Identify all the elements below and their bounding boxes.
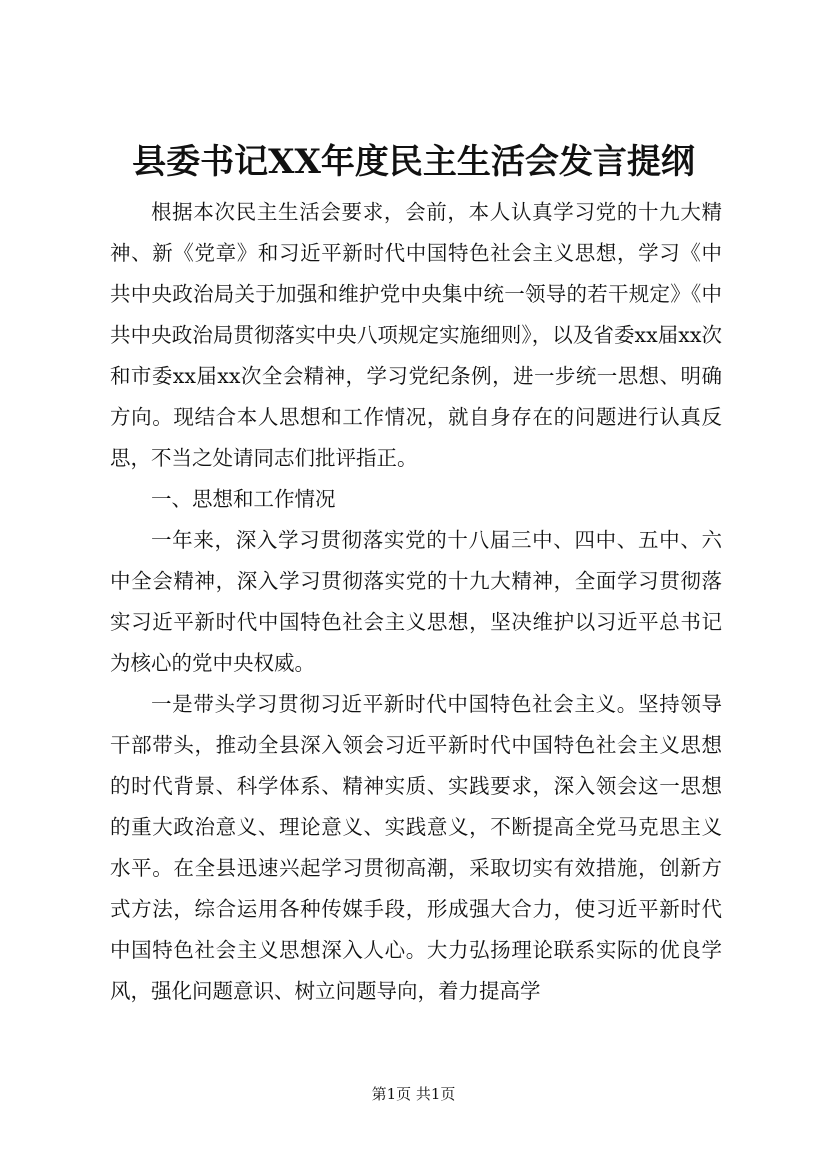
paragraph-point-one: 一是带头学习贯彻习近平新时代中国特色社会主义。坚持领导干部带头，推动全县深入领会习近平新时代中国特色社会主义思想的时代背景、科学体系、精神实质、实践要求，深入领会这一思想的重大政治意义、理论意义、实践意义，不断提高全党马克思主义水平。在全县迅速兴起学习贯彻高潮，采取切实有效措施，创新方式方法，综合运用各种传媒手段，形成强大合力，使习近平新时代中国特色社会主义思想深入人心。大力弘扬理论联系实际的优良学风，强化问题意识、树立问题导向，着力提高学 (110, 692, 722, 1003)
paragraph-intro: 根据本次民主生活会要求，会前，本人认真学习党的十九大精神、新《党章》和习近平新时代中国特色社会主义思想，学习《中共中央政治局关于加强和维护党中央集中统一领导的若干规定》《中共中央政治局贯彻落实中央八项规定实施细则》，以及省委xx届xx次和市委xx届xx次全会精神，学习党纪条例，进一步统一思想、明确方向。现结合本人思想和工作情况，就自身存在的问题进行认真反思，不当之处请同志们批评指正。 (110, 200, 722, 470)
document-body (110, 192, 722, 1012)
section-heading: 一、思想和工作情况 (151, 487, 336, 511)
document-title: 县委书记XX年度民主生活会发言提纲 (132, 142, 695, 182)
paragraph-overview: 一年来，深入学习贯彻落实党的十八届三中、四中、五中、六中全会精神，深入学习贯彻落实党的十九大精神，全面学习贯彻落实习近平新时代中国特色社会主义思想，坚决维护以习近平总书记为核心的党中央权威。 (110, 528, 722, 675)
page-footer: 第1页 共1页 (371, 1085, 456, 1103)
